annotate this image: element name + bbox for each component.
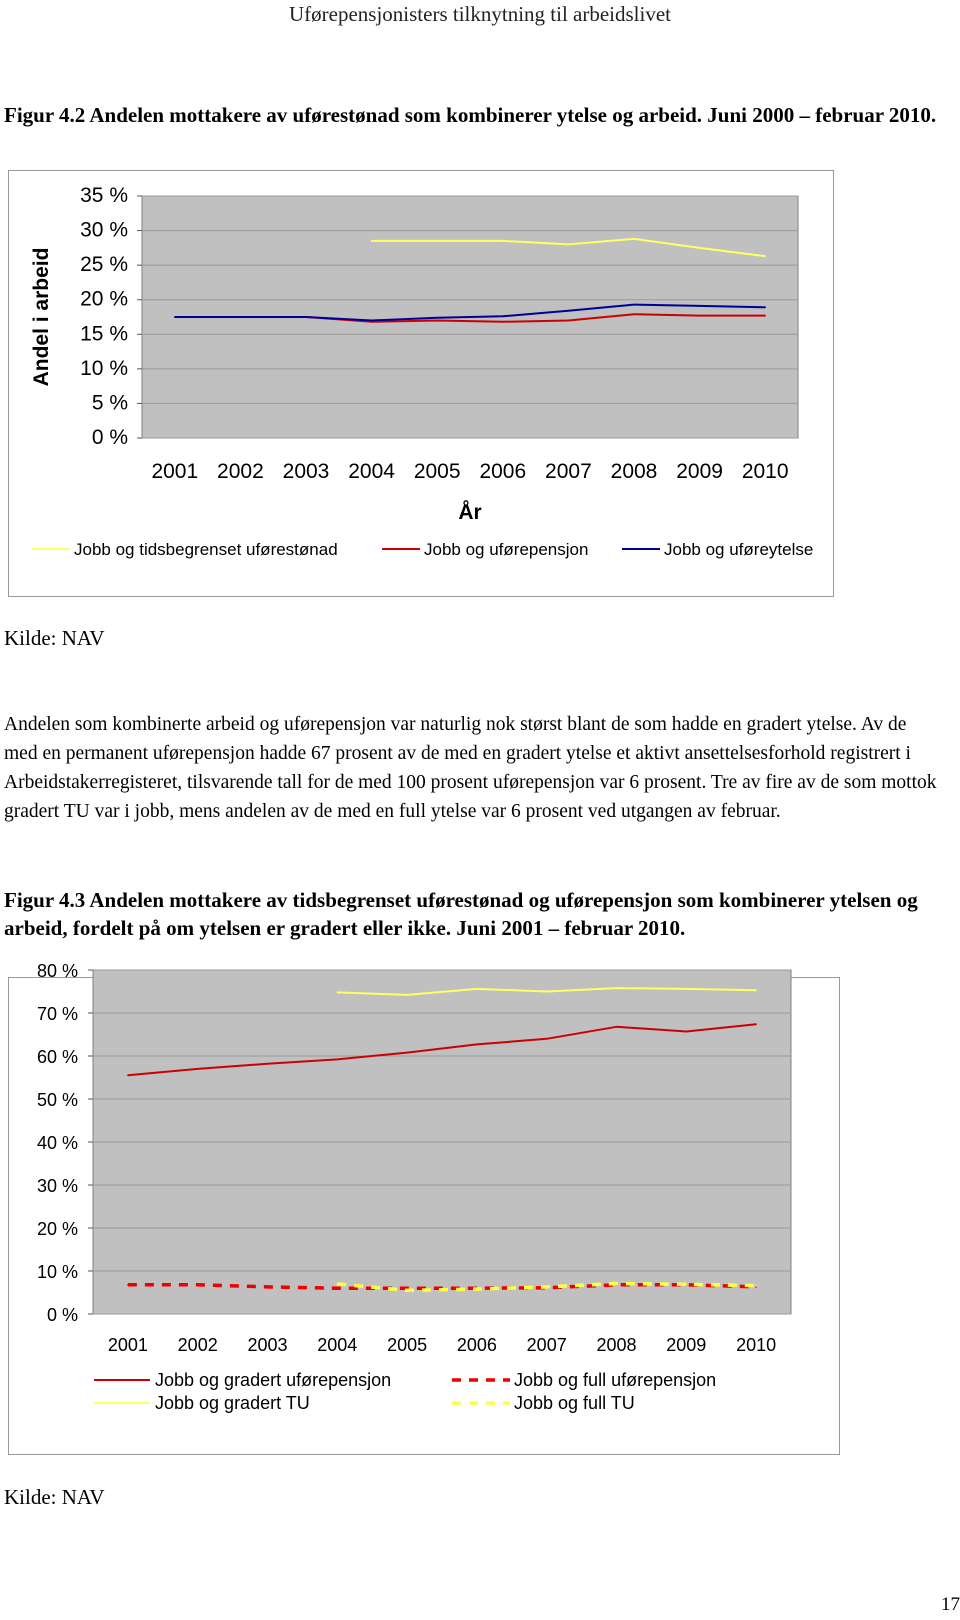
data-point: [546, 1038, 548, 1040]
chart-1: [8, 170, 834, 597]
legend-label: Jobb og full TU: [514, 1393, 635, 1413]
legend-label: Jobb og gradert uførepensjon: [155, 1370, 392, 1390]
data-point: [686, 988, 688, 990]
data-point: [197, 1284, 199, 1286]
data-point: [371, 240, 373, 242]
chart-2: [8, 961, 840, 1455]
data-point: [406, 994, 408, 996]
data-point: [699, 315, 701, 317]
data-point: [476, 1044, 478, 1046]
data-point: [764, 315, 766, 317]
data-point: [764, 307, 766, 309]
x-tick-label: 2004: [317, 1335, 358, 1355]
data-point: [267, 1063, 269, 1065]
x-tick-label: 2009: [676, 460, 723, 483]
y-tick-label: 5 %: [91, 391, 128, 415]
y-tick-label: 30 %: [36, 1176, 78, 1196]
data-point: [633, 238, 635, 240]
y-axis-label: Andel i arbeid: [30, 247, 53, 387]
data-point: [502, 316, 504, 318]
x-tick-label: 2003: [247, 1335, 288, 1355]
legend-label: Jobb og gradert TU: [155, 1393, 310, 1413]
x-tick-label: 2008: [596, 1335, 637, 1355]
x-tick-label: 2009: [666, 1335, 707, 1355]
y-tick-label: 60 %: [36, 1047, 78, 1067]
data-point: [305, 316, 307, 318]
y-tick-label: 0 %: [91, 426, 128, 449]
y-tick-label: 20 %: [80, 287, 128, 311]
data-point: [633, 313, 635, 315]
data-point: [267, 1286, 269, 1288]
data-point: [337, 1283, 339, 1285]
data-point: [755, 989, 757, 991]
x-tick-label: 2010: [741, 460, 789, 483]
y-tick-label: 10 %: [36, 1262, 78, 1282]
data-point: [337, 1059, 339, 1061]
data-point: [546, 1286, 548, 1288]
x-tick-label: 2006: [456, 1335, 497, 1355]
y-tick-label: 15 %: [80, 322, 128, 346]
figure-2-caption: Figur 4.3 Andelen mottakere av tidsbegrenset uførestønad og uførepensjon som kombinerer ytelsen og arbeid, fordelt på om ytelsen er gradert eller ikke. Juni 2001 – februar 2010.: [4, 888, 918, 940]
data-point: [174, 316, 176, 318]
legend-label: Jobb og tidsbegrenset uførestønad: [74, 540, 338, 559]
data-point: [502, 240, 504, 242]
y-tick-label: 0 %: [46, 1305, 78, 1325]
data-point: [371, 320, 373, 322]
figure-2-source: Kilde: NAV: [4, 1485, 105, 1509]
data-point: [568, 244, 570, 246]
data-point: [436, 317, 438, 319]
data-point: [197, 1068, 199, 1070]
y-tick-label: 50 %: [36, 1090, 78, 1110]
data-point: [476, 1288, 478, 1290]
x-tick-label: 2007: [526, 1335, 567, 1355]
data-point: [764, 255, 766, 257]
x-tick-label: 2001: [151, 460, 199, 483]
x-tick-label: 2003: [282, 460, 330, 483]
data-point: [755, 1023, 757, 1025]
y-tick-label: 35 %: [80, 184, 128, 207]
figure-1-source: Kilde: NAV: [4, 626, 105, 650]
data-point: [686, 1031, 688, 1033]
data-point: [616, 987, 618, 989]
data-point: [616, 1026, 618, 1028]
x-tick-label: 2001: [107, 1335, 148, 1355]
data-point: [436, 320, 438, 322]
x-tick-label: 2006: [479, 460, 527, 483]
x-tick-label: 2010: [736, 1335, 777, 1355]
y-tick-label: 30 %: [80, 218, 128, 242]
x-tick-label: 2005: [387, 1335, 428, 1355]
y-tick-label: 40 %: [36, 1133, 78, 1153]
x-axis-label: År: [458, 501, 482, 524]
y-tick-label: 70 %: [36, 1004, 78, 1024]
data-point: [699, 247, 701, 249]
legend-label: Jobb og full uførepensjon: [514, 1370, 717, 1390]
page-number: 17: [941, 1594, 960, 1615]
x-tick-label: 2007: [545, 460, 592, 483]
data-point: [406, 1052, 408, 1054]
running-header: Uførepensjonisters tilknytning til arbeidslivet: [288, 2, 672, 26]
x-tick-label: 2004: [348, 460, 395, 483]
data-point: [337, 1287, 339, 1289]
data-point: [337, 992, 339, 994]
data-point: [568, 320, 570, 322]
data-point: [240, 316, 242, 318]
data-point: [436, 240, 438, 242]
x-tick-label: 2005: [413, 460, 461, 483]
data-point: [406, 1290, 408, 1292]
data-point: [127, 1284, 129, 1286]
figure-1-caption: Figur 4.2 Andelen mottakere av uførestønad som kombinerer ytelse og arbeid. Juni 2000 – februar 2010.: [4, 103, 937, 127]
legend-label: Jobb og uføreytelse: [664, 540, 814, 559]
legend-label: Jobb og uførepensjon: [424, 540, 589, 559]
x-tick-label: 2008: [610, 460, 658, 483]
data-point: [127, 1075, 129, 1077]
data-point: [616, 1283, 618, 1285]
x-tick-label: 2002: [217, 460, 264, 483]
data-point: [546, 991, 548, 993]
y-tick-label: 80 %: [36, 961, 78, 981]
data-point: [699, 305, 701, 307]
data-point: [568, 310, 570, 312]
y-tick-label: 20 %: [36, 1219, 78, 1239]
data-point: [755, 1285, 757, 1287]
data-point: [633, 304, 635, 306]
data-point: [502, 321, 504, 323]
y-tick-label: 25 %: [80, 253, 128, 277]
data-point: [686, 1284, 688, 1286]
x-tick-label: 2002: [177, 1335, 218, 1355]
data-point: [476, 988, 478, 990]
y-tick-label: 10 %: [80, 356, 128, 380]
body-paragraph: Andelen som kombinerte arbeid og uførepensjon var naturlig nok størst blant de som hadde en gradert ytelse. Av de med en permanent uførepensjon hadde 67 prosent av de med en gradert ytelse et aktivt ansettelsesforhold registrert i Arbeidstakerregisteret, tilsvarende tall for de med 100 prosent uførepensjon var 6 prosent. Tre av fire av de som mottok gradert TU var i jobb, mens andelen av de med en full ytelse var 6 prosent ved utgangen av februar.: [4, 714, 937, 822]
